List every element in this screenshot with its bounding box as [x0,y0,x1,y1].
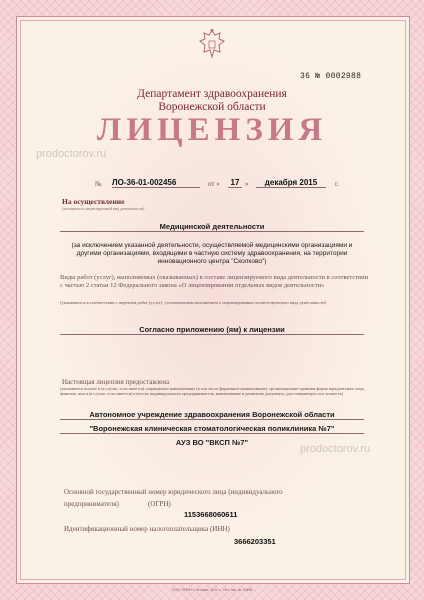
inn-value: 3666203351 [234,537,276,546]
works-value: Согласно приложению (ям) к лицензии [60,325,364,335]
license-day: 17 [228,178,242,188]
serial-number [300,72,361,81]
license-number-label: № [95,180,102,188]
ogrn-value: 1153668060611 [184,510,238,519]
activity-name: Медицинской деятельности [60,222,364,232]
activity-sublabel: (указывается лицензируемый вид деятельности) [62,206,145,211]
watermark-bottom: prodoctorov.ru [300,443,371,455]
ogrn-label-line-2: предпринимателя) [64,500,119,508]
grantee-line-1: Автономное учреждение здравоохранения Воронежской области [60,410,364,420]
watermark-top: prodoctorov.ru [36,148,107,160]
grantee-line-2: "Воронежская клиническая стоматологическая поликлиника №7" [60,424,364,434]
document-title: ЛИЦЕНЗИЯ [96,112,328,148]
ogrn-abbr: (ОГРН) [148,500,171,508]
ogrn-label-line-1: Основной государственный номер юридического лица (индивидуального [64,488,283,496]
coat-of-arms-icon [198,28,226,60]
grantee-line-3: АУЗ ВО "ВКСП №7" [175,438,249,447]
date-close-label: » [245,180,249,188]
activity-label: На осуществление [62,197,125,206]
grantee-intro: Настоящая лицензия предоставлена [62,378,170,386]
activity-exclusion: (за исключением указанной деятельности, осуществляемой медицинскими организациями и другими организациями, входящими в частную систему здравоохранения, на территории инновационного центра "Сколково") [71,242,353,265]
serial-prefix: 36 [300,72,311,81]
printer-footer: ООО «ПФФ» г. Москва, 2014 г., «Б», зак. № 23456 [171,588,253,592]
date-open-label: от « [208,180,220,188]
serial-value: 0002988 [325,72,362,81]
license-number: ЛО-36-01-002456 [112,178,200,188]
inn-label: Идентификационный номер налогоплательщика (ИНН) [64,525,230,533]
grantee-note: (указывается полное и (в случае, если имеется) сокращенное наименование (в том числе фирменное наименование), организационно-правовая форма юридического лица, фамилия, имя и (в случае, если имеется) отчество индивидуального предпринимателя, наименование и реквизиты документа, удостоверяющего его личность) [60,386,365,397]
year-suffix: г. [335,180,339,188]
serial-symbol: № [315,72,321,81]
license-month-year: декабря 2015 [256,178,326,188]
works-text: Виды работ (услуг), выполняемых (оказываемых) в составе лицензируемого вида деятельности в соответствии с частью 2 статьи 12 Федерального закона «О лицензировании отдельных видов деятельности» [60,274,369,289]
department-line-2: Воронежской области [158,101,266,113]
works-note: (указываются в соответствии с перечнем работ (услуг), установленным положением о лицензировании соответствующего вида деятельности) [60,300,327,305]
department-line-1: Департамент здравоохранения [137,88,287,100]
